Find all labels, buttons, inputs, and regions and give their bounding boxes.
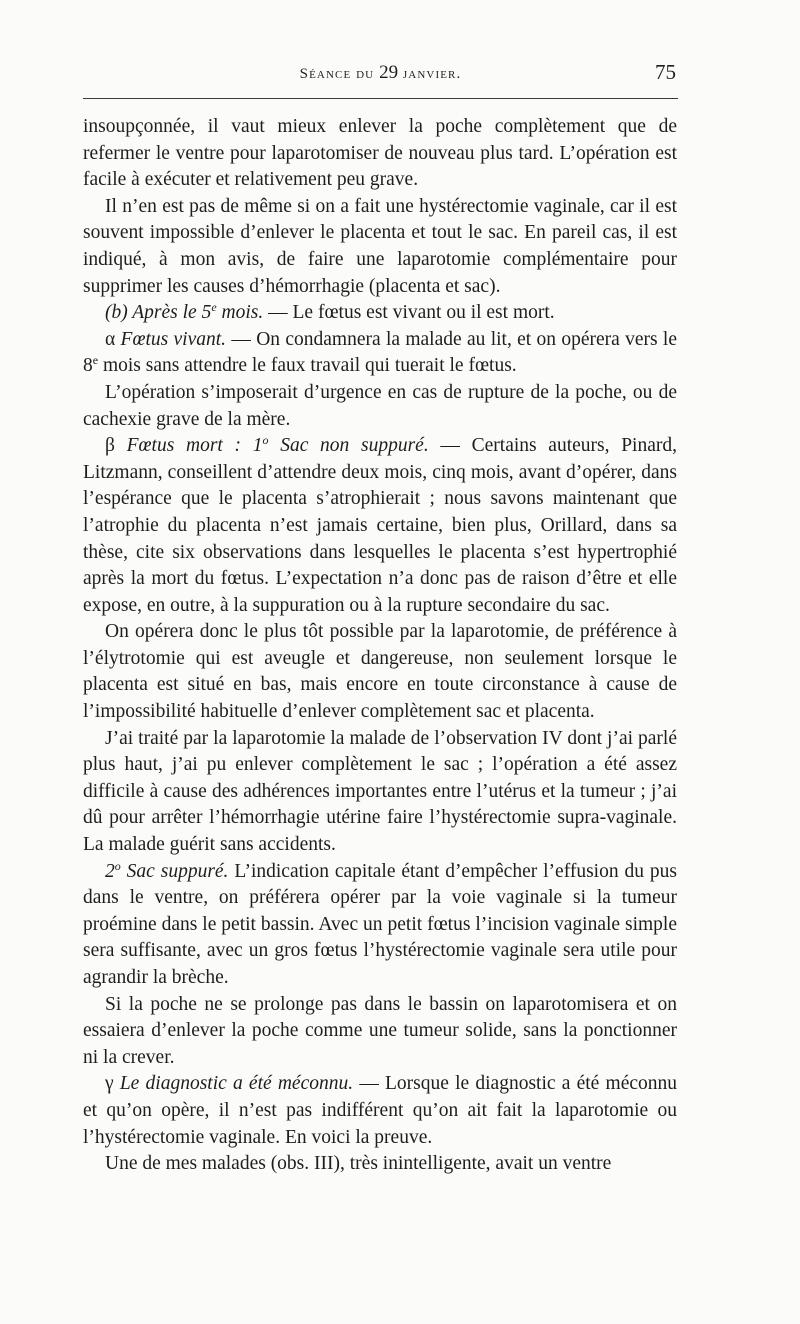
sac-suppure-superscript: o: [114, 858, 121, 873]
paragraph-2: Il n’en est pas de même si on a fait une hystérectomie vaginale, car il est souvent impossible d’enlever le placenta et tout le sac. En pareil cas, il est indiqué, à mon avis, de faire une laparotomie complémentaire pour supprimer les causes d’hémorrhagie (placenta et sac).: [83, 195, 677, 297]
sac-suppure-title-end: Sac suppuré.: [120, 860, 229, 882]
gamma-text: — Lorsque le diagnostic a été méconnu et qu’on opère, il n’est pas indifférent qu’on ait fait la laparotomie ou l’hystérectomie vaginale. En voici la preuve.: [83, 1073, 678, 1148]
alpha-title: Fœtus vivant.: [115, 328, 227, 350]
running-title-day: 29: [379, 62, 399, 83]
section-b-superscript: e: [211, 300, 217, 315]
sac-suppure-number: 2: [105, 860, 115, 882]
paragraph-5: L’opération s’imposerait d’urgence en cas de rupture de la poche, ou de cachexie grave de la mère.: [83, 381, 677, 430]
beta-title-end: Sac non suppuré.: [268, 435, 429, 457]
paragraph-9: [83, 859, 677, 992]
beta-title: [115, 435, 429, 456]
section-b-title: [128, 302, 264, 323]
beta-superscript: o: [262, 433, 269, 448]
alpha-superscript: e: [92, 353, 99, 368]
gamma-marker: γ: [105, 1073, 114, 1095]
body-text: [83, 114, 677, 1178]
paragraph-11: [83, 1071, 677, 1151]
beta-text: — Certains auteurs, Pinard, Litzmann, conseillent d’attendre deux mois, cinq mois, avant d’opérer, dans l’espérance que le placenta s’atrophierait ; nous savons maintenant que l’atrophie du placenta n’est jamais certaine, bien plus, Orillard, dans sa thèse, cite six observations dans lesquelles le placenta s’est hypertrophié après la mort du fœtus. L’expectation n’a donc pas de raison d’être et elle expose, en outre, à la suppuration ou à la rupture secondaire du sac.: [83, 435, 677, 616]
running-title-suffix: janvier.: [398, 66, 462, 82]
alpha-marker: α: [105, 328, 116, 350]
paragraph-7: On opérera donc le plus tôt possible par la laparotomie, de préférence à l’élytrotomie qui est aveugle et dangereuse, non seulement lorsque le placenta est situé en bas, mais encore en toute circonstance à cause de l’impossibilité habituelle d’enlever complètement sac et placenta.: [83, 621, 677, 723]
paragraph-6: [83, 433, 677, 619]
gamma-title: Le diagnostic a été méconnu.: [113, 1073, 354, 1095]
running-title: [83, 62, 678, 84]
alpha-text-end: mois sans attendre le faux travail qui tuerait le fœtus.: [98, 355, 517, 377]
paragraph-12: Une de mes malades (obs. III), très inintelligente, avait un ventre: [105, 1153, 612, 1175]
running-head: [83, 60, 678, 86]
sac-suppure-title: [105, 858, 229, 882]
header-rule: [83, 98, 678, 99]
paragraph-10: Si la poche ne se prolonge pas dans le bassin on laparotomisera et on essaiera d’enlever la poche comme une tumeur solide, sans la ponctionner ni la crever.: [83, 993, 677, 1068]
section-b-text: — Le fœtus est vivant ou il est mort.: [263, 302, 555, 324]
section-b-label: (b): [105, 302, 128, 324]
sac-suppure-text: L’indication capitale étant d’empêcher l’effusion du pus dans le ventre, on préférera opérer par la voie vaginale si la tumeur proémine dans le petit bassin. Avec un petit fœtus l’incision vaginale simple sera suffisante, avec un gros fœtus l’hystérectomie vaginale sera utile pour agrandir la brèche.: [83, 860, 677, 988]
paragraph-3: [83, 300, 677, 327]
section-b-title-end: mois.: [216, 302, 264, 324]
alpha-text: — On condamnera la malade au lit, et on opérera vers le 8: [83, 328, 677, 377]
paragraph-8: J’ai traité par la laparotomie la malade de l’observation IV dont j’ai parlé plus haut, j’ai pu enlever complètement le sac ; l’opération a été assez difficile à cause des adhérences importantes entre l’utérus et la tumeur ; j’ai dû pour arrêter l’hémorrhagie utérine faire l’hystérectomie supra-vaginale. La malade guérit sans accidents.: [83, 727, 677, 856]
beta-marker: β: [105, 435, 115, 457]
section-b-title-start: Après le 5: [127, 302, 212, 324]
beta-title-start: Fœtus mort : 1: [114, 435, 263, 457]
paragraph-1: insoupçonnée, il vaut mieux enlever la poche complètement que de refermer le ventre pour laparotomiser de nouveau plus tard. L’opération est facile à exécuter et relativement peu grave.: [83, 116, 677, 191]
page-number: 75: [655, 60, 676, 84]
running-title-prefix: Séance du: [299, 66, 380, 82]
paragraph-4: [83, 327, 677, 380]
